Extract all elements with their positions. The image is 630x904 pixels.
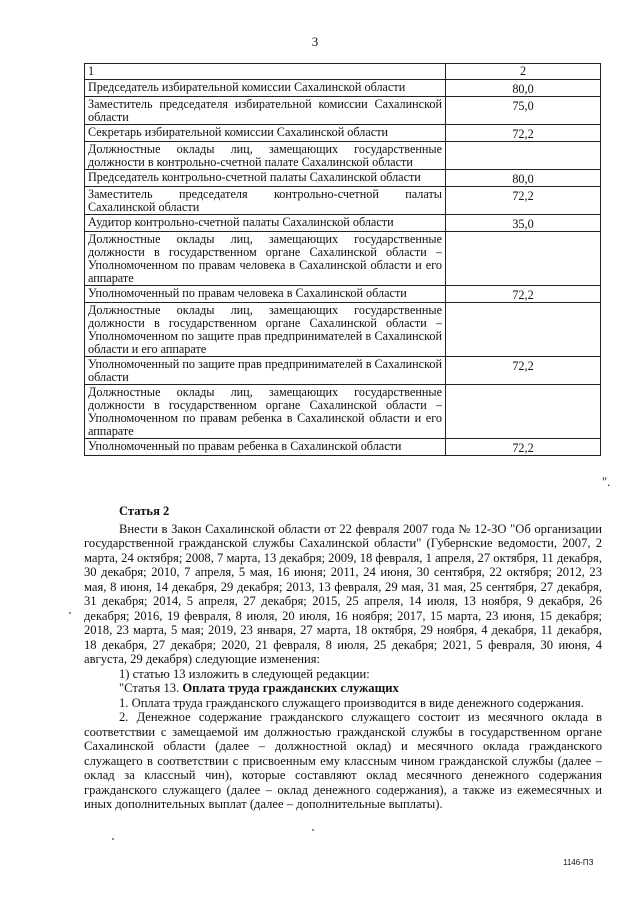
position-name: Заместитель председателя контрольно-счетной палаты Сахалинской области [85, 187, 446, 215]
table-row [85, 439, 601, 456]
table-row [85, 97, 601, 125]
position-name: Заместитель председателя избирательной комиссии Сахалинской области [85, 97, 446, 125]
salary-value: 72,2 [446, 357, 601, 385]
scan-speck [69, 612, 71, 614]
article-intro: Внести в Закон Сахалинской области от 22 февраля 2007 года № 12-ЗО "Об организации государственной гражданской службы Сахалинской области" (Губернские ведомости, 2007, 2 марта, 24 октября; 2008, 7 марта, 13 декабря; 2009, 18 февраля, 1 апреля, 27 октября, 11 декабря, 30 декабря; 2010, 7 апреля, 5 мая, 16 июня; 2011, 24 июня, 30 сентября, 22 октября; 2012, 23 мая, 8 июня, 14 декабря, 29 декабря; 2013, 13 февраля, 29 мая, 31 мая, 25 сентября, 27 декабря, 31 декабря; 2014, 5 апреля, 27 декабря; 2015, 25 апреля, 14 июля, 13 ноября, 9 декабря, 26 декабря; 2016, 19 февраля, 8 июля, 20 июля, 16 ноября; 2017, 15 марта, 23 июня, 15 декабря; 2018, 23 марта, 5 мая; 2019, 23 января, 27 марта, 18 октября, 29 ноября, 4 декабря, 11 декабря, 18 декабря, 27 декабря; 2020, 21 февраля, 8 июля, 25 декабря; 2021, 5 февраля, 30 июня, 4 августа, 29 декабря) следующие изменения: [84, 521, 602, 666]
amendment-item-1: 1) статью 13 изложить в следующей редакции: [119, 666, 370, 681]
salary-value [446, 385, 601, 439]
scan-speck [112, 838, 114, 840]
salary-value [446, 232, 601, 286]
position-name: Председатель контрольно-счетной палаты Сахалинской области [85, 170, 446, 187]
salary-value: 80,0 [446, 80, 601, 97]
position-name: Председатель избирательной комиссии Сахалинской области [85, 80, 446, 97]
table-header-col-2: 2 [446, 64, 601, 80]
salary-value: 80,0 [446, 170, 601, 187]
table-row [85, 125, 601, 142]
table-row [85, 232, 601, 286]
position-name: Должностные оклады лиц, замещающих государственные должности в государственном органе Сахалинской области – Уполномоченном по правам ребенка в Сахалинской области и его аппарате [85, 385, 446, 439]
position-name: Аудитор контрольно-счетной палаты Сахалинской области [85, 215, 446, 232]
table-row [85, 187, 601, 215]
table-header-col-1: 1 [85, 64, 446, 80]
table-row [85, 142, 601, 170]
table-row [85, 357, 601, 385]
salary-value: 72,2 [446, 125, 601, 142]
scan-speck [312, 829, 314, 831]
position-name: Уполномоченный по правам ребенка в Сахалинской области [85, 439, 446, 456]
salary-value [446, 142, 601, 170]
document-code: 1146-ПЗ [563, 858, 594, 867]
position-name: Уполномоченный по защите прав предпринимателей в Сахалинской области [85, 357, 446, 385]
position-name: Должностные оклады лиц, замещающих государственные должности в государственном органе Сахалинской области – Уполномоченном по правам человека в Сахалинской области и его аппарате [85, 232, 446, 286]
table-header-row [85, 64, 601, 80]
table-row [85, 215, 601, 232]
salary-value: 72,2 [446, 187, 601, 215]
section-heading [84, 681, 602, 696]
salary-value: 75,0 [446, 97, 601, 125]
section-title: Оплата труда гражданских служащих [182, 681, 399, 695]
position-name: Секретарь избирательной комиссии Сахалинской области [85, 125, 446, 142]
closing-quote: ". [602, 475, 611, 489]
table-row [85, 303, 601, 357]
page-number: 3 [311, 34, 319, 49]
article-body [84, 504, 602, 812]
salary-value: 72,2 [446, 439, 601, 456]
table-row [85, 385, 601, 439]
article-title: Статья 2 [119, 504, 170, 518]
salary-table [84, 63, 601, 456]
position-name: Уполномоченный по правам человека в Сахалинской области [85, 286, 446, 303]
section-prefix: "Статья 13. [119, 681, 183, 695]
table-row [85, 286, 601, 303]
table-row [85, 170, 601, 187]
position-name: Должностные оклады лиц, замещающих государственные должности в государственном органе Сахалинской области – Уполномоченном по защите прав предпринимателей в Сахалинской области и его аппарате [85, 303, 446, 357]
paragraph-2: 2. Денежное содержание гражданского служащего состоит из месячного оклада в соответствии с замещаемой им должностью гражданской службы в государственном органе Сахалинской области (далее – должностной оклад) и месячного оклада гражданского служащего в соответствии с присвоенным ему классным чином гражданской службы (далее – оклад за классный чин), которые составляют оклад месячного денежного содержания гражданского служащего (далее – оклад денежного содержания), а также из ежемесячных и иных дополнительных выплат (далее – дополнительные выплаты). [84, 710, 602, 811]
salary-value [446, 303, 601, 357]
position-name: Должностные оклады лиц, замещающих государственные должности в контрольно-счетной палате Сахалинской области [85, 142, 446, 170]
paragraph-1: 1. Оплата труда гражданского служащего производится в виде денежного содержания. [119, 695, 584, 710]
salary-value: 72,2 [446, 286, 601, 303]
salary-value: 35,0 [446, 215, 601, 232]
table-row [85, 80, 601, 97]
